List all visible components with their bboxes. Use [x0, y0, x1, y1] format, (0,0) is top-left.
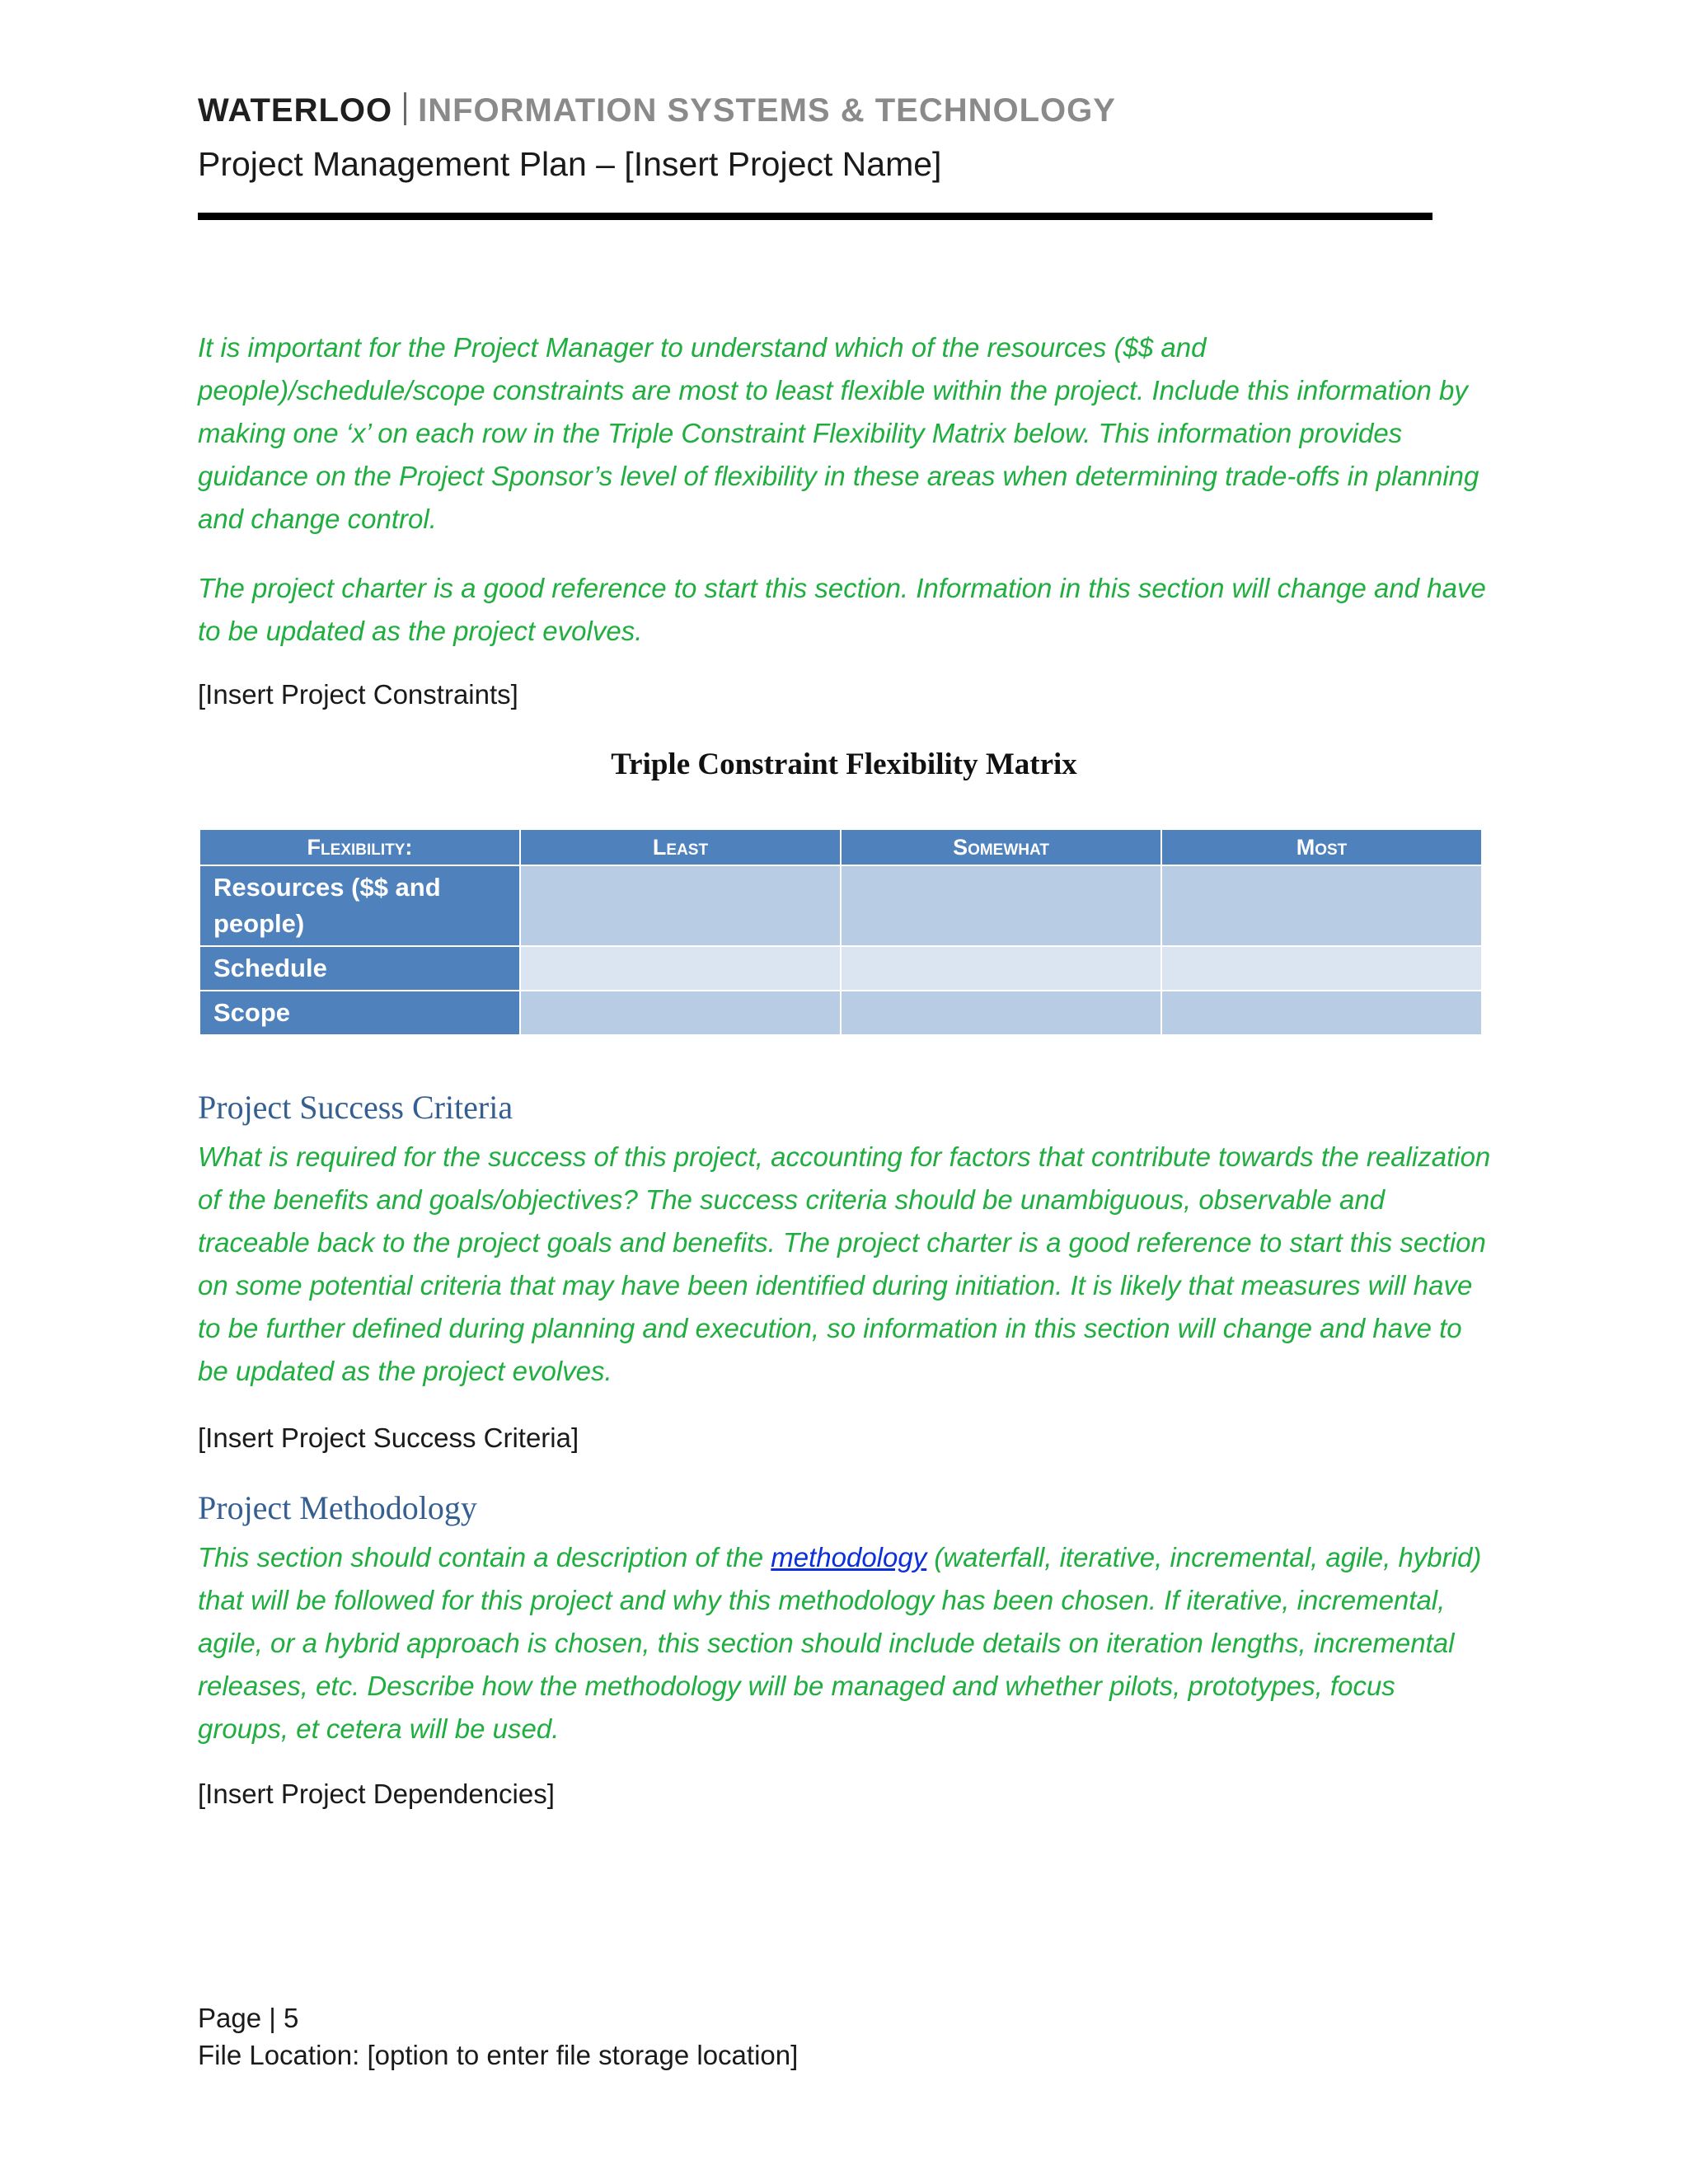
- matrix-cell-schedule-least[interactable]: [520, 946, 841, 991]
- matrix-row-label: Schedule: [199, 946, 520, 991]
- constraints-paragraph-2: The project charter is a good reference to start this section. Information in this section will change and have to be updated as the project evolves.: [198, 573, 1486, 646]
- matrix-row-resources: [199, 865, 1482, 946]
- matrix-cell-resources-most[interactable]: [1161, 865, 1482, 946]
- file-location: File Location: [option to enter file storage location]: [198, 2040, 799, 2070]
- document-title: Project Management Plan – [Insert Project Name]: [198, 145, 942, 183]
- matrix-cell-resources-somewhat[interactable]: [841, 865, 1161, 946]
- flexibility-matrix: [199, 828, 1483, 1036]
- matrix-header-somewhat: Somewhat: [841, 829, 1161, 865]
- brand-primary: WATERLOO: [198, 92, 393, 129]
- matrix-cell-schedule-most[interactable]: [1161, 946, 1482, 991]
- brand-logo: [198, 92, 1116, 129]
- methodology-link[interactable]: methodology: [771, 1542, 927, 1572]
- methodology-text-after: (waterfall, iterative, incremental, agile, hybrid) that will be followed for this project and why this methodology has been chosen. If iterative, incremental, agile, or a hybrid approach is chosen, this section should include details on iteration lengths, incremental releases, etc. Describe how the methodology will be managed and whether pilots, prototypes, focus groups, et cetera will be used.: [198, 1542, 1482, 1744]
- success-criteria-placeholder: [Insert Project Success Criteria]: [198, 1422, 579, 1453]
- page-number: Page | 5: [198, 2003, 299, 2033]
- success-criteria-guidance: [198, 1136, 1492, 1393]
- brand-separator: [404, 92, 406, 125]
- matrix-cell-schedule-somewhat[interactable]: [841, 946, 1161, 991]
- matrix-header-flexibility: Flexibility:: [199, 829, 520, 865]
- matrix-header-row: [199, 829, 1482, 865]
- methodology-guidance: [198, 1536, 1492, 1750]
- matrix-cell-scope-least[interactable]: [520, 991, 841, 1035]
- matrix-cell-scope-somewhat[interactable]: [841, 991, 1161, 1035]
- matrix-row-label: Scope: [199, 991, 520, 1035]
- methodology-text-before: This section should contain a description of the: [198, 1542, 771, 1572]
- matrix-title: Triple Constraint Flexibility Matrix: [611, 748, 1077, 781]
- header-rule: [198, 213, 1432, 220]
- success-criteria-heading: Project Success Criteria: [198, 1089, 513, 1126]
- constraints-paragraph-1: It is important for the Project Manager to understand which of the resources ($$ and people)/schedule/scope constraints are most to least flexible within the project. Include this information by making one ‘x’ on each row in the Triple Constraint Flexibility Matrix below. This information provides guidance on the Project Sponsor’s level of flexibility in these areas when determining trade-offs in planning and change control.: [198, 332, 1479, 534]
- methodology-paragraph: [198, 1536, 1492, 1750]
- methodology-heading: Project Methodology: [198, 1489, 477, 1526]
- matrix-cell-scope-most[interactable]: [1161, 991, 1482, 1035]
- matrix-row-label: Resources ($$ and people): [199, 865, 520, 946]
- brand-secondary: INFORMATION SYSTEMS & TECHNOLOGY: [418, 92, 1116, 129]
- matrix-header-most: Most: [1161, 829, 1482, 865]
- matrix-row-scope: [199, 991, 1482, 1035]
- methodology-placeholder: [Insert Project Dependencies]: [198, 1779, 555, 1809]
- matrix-row-schedule: [199, 946, 1482, 991]
- matrix-header-least: Least: [520, 829, 841, 865]
- constraints-placeholder: [Insert Project Constraints]: [198, 679, 518, 710]
- matrix-cell-resources-least[interactable]: [520, 865, 841, 946]
- constraints-guidance: [198, 326, 1492, 653]
- success-criteria-paragraph: What is required for the success of this project, accounting for factors that contribute towards the realization of the benefits and goals/objectives? The success criteria should be unambiguous, observable and traceable back to the project goals and benefits. The project charter is a good reference to start this section on some potential criteria that may have been identified during initiation. It is likely that measures will have to be further defined during planning and execution, so information in this section will change and have to be updated as the project evolves.: [198, 1141, 1491, 1386]
